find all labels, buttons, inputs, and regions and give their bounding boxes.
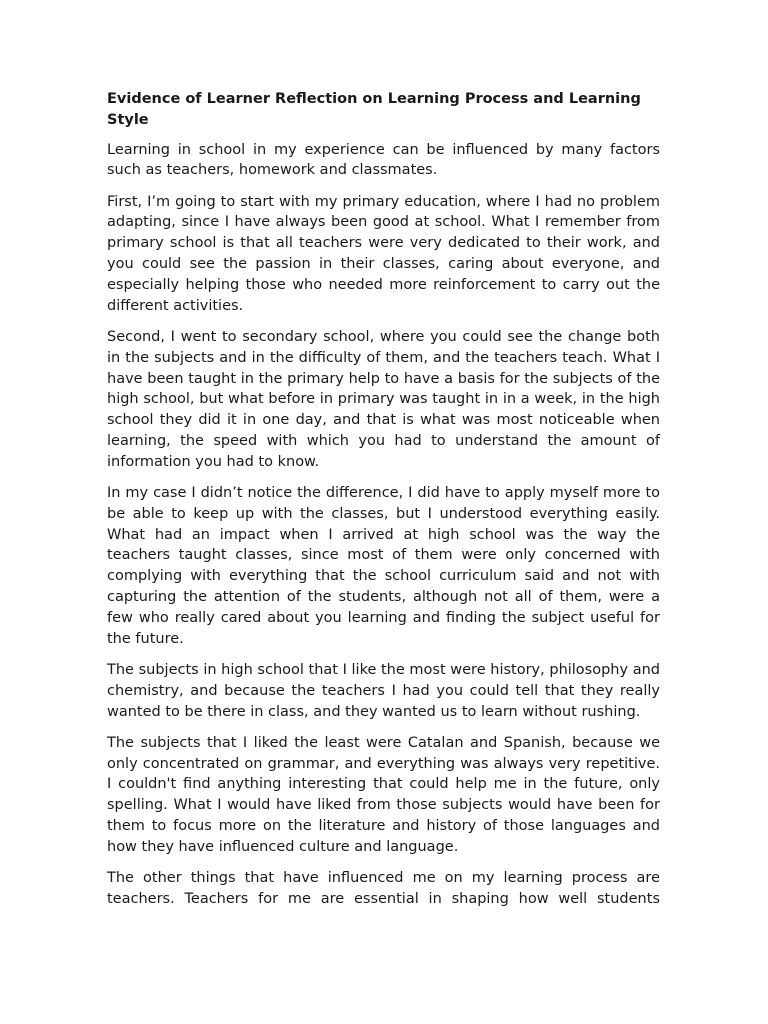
paragraph-intro: Learning in school in my experience can be influenced by many factors such as teachers, homework and classmates. [107,141,660,179]
paragraph-liked-subjects: The subjects in high school that I like the most were history, philosophy and chemistry, and because the teachers I had you could tell that they really wanted to be there in class, and they wanted us to learn without rushing. [107,661,660,720]
document-title: Evidence of Learner Reflection on Learning Process and Learning Style [107,91,641,128]
paragraph-secondary-school: Second, I went to secondary school, where you could see the change both in the subjects and in the difficulty of them, and the teachers teach. What I have been taught in the primary help to have a basis for the subjects of the high school, but what before in primary was taught in in a week, in the high school they did it in one day, and that is what was most noticeable when learning, the speed with which you had to understand the amount of information you had to know. [107,328,660,470]
paragraph-my-case: In my case I didn’t notice the difference, I did have to apply myself more to be able to keep up with the classes, but I understood everything easily. What had an impact when I arrived at high school was the way the teachers taught classes, since most of them were only concerned with complying with everything that the school curriculum said and not with capturing the attention of the students, although not all of them, were a few who really cared about you learning and finding the subject useful for the future. [107,485,660,647]
paragraph-primary-school: First, I’m going to start with my primary education, where I had no problem adapting, since I have always been good at school. What I remember from primary school is that all teachers were very dedicated to their work, and you could see the passion in their classes, caring about everyone, and especially helping those who needed more reinforcement to carry out the different activities. [107,193,660,314]
paragraph-disliked-subjects: The subjects that I liked the least were Catalan and Spanish, because we only concentrated on grammar, and everything was always very repetitive. I couldn't find anything interesting that could help me in the future, only spelling. What I would have liked from those subjects would have been for them to focus more on the literature and history of those languages and how they have influenced culture and language. [107,734,660,855]
document-page [107,89,660,920]
paragraph-teachers: The other things that have influenced me on my learning process are teachers. Teachers for me are essential in shaping how well students [107,870,660,907]
